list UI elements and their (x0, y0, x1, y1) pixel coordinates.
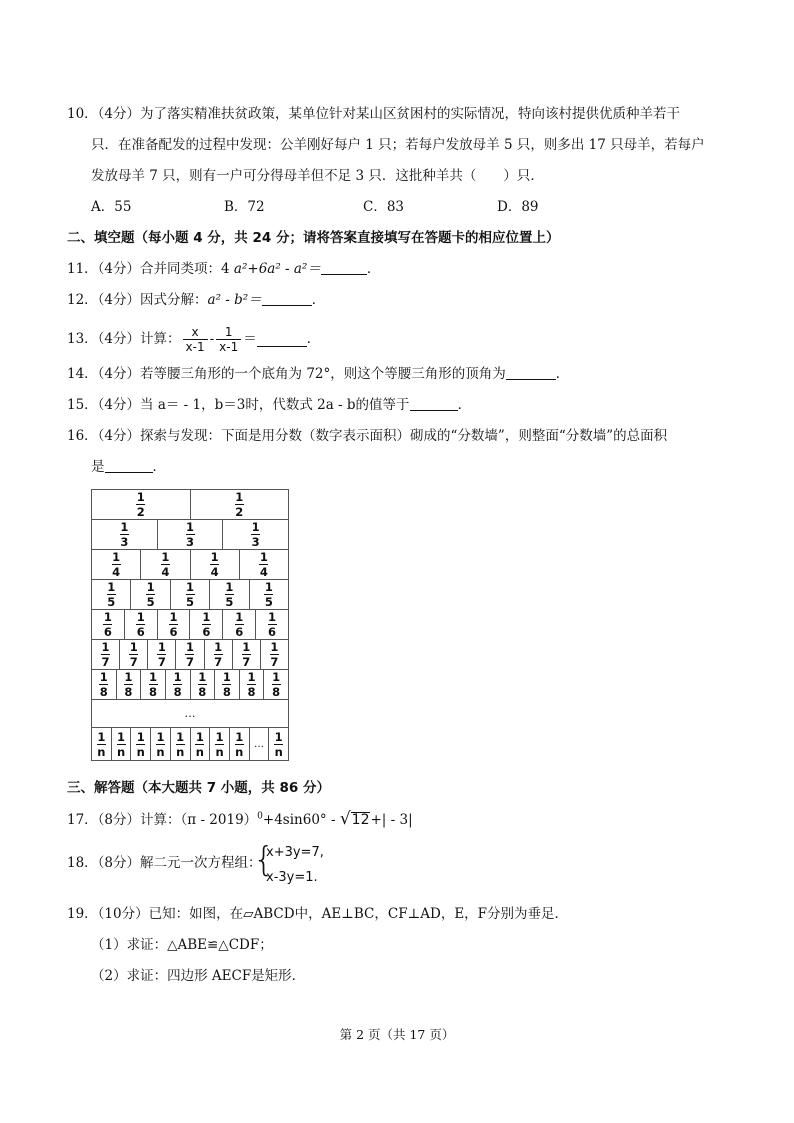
wall-fraction (136, 731, 145, 758)
q13-fraction-1-numerator: x (191, 324, 199, 339)
q14 (67, 364, 569, 384)
q17-number: 17．（8分） (67, 812, 141, 828)
wall-fraction-numerator: 1 (185, 520, 194, 534)
wall-cell (264, 670, 288, 699)
wall-row-6 (92, 610, 288, 640)
wall-fraction-denominator: 7 (185, 655, 194, 669)
wall-cell (250, 580, 288, 609)
wall-fraction (185, 641, 194, 668)
q13-fraction-2-numerator: 1 (224, 324, 233, 339)
wall-fraction-numerator: 1 (268, 610, 277, 624)
wall-fraction-denominator: n (274, 744, 283, 759)
wall-fraction (161, 551, 170, 578)
wall-fraction-numerator: 1 (259, 550, 268, 564)
wall-fraction-denominator: n (215, 744, 224, 759)
wall-cell (151, 728, 171, 760)
left-brace-icon: { (253, 840, 275, 880)
wall-fraction-denominator: 3 (185, 535, 194, 549)
wall-fraction-numerator: 1 (235, 729, 244, 744)
wall-fraction-denominator: 6 (103, 625, 112, 639)
wall-row-4 (92, 550, 288, 580)
q19-line1 (67, 904, 568, 924)
wall-fraction (242, 641, 251, 668)
wall-fraction (149, 671, 158, 698)
q14-number: 14．（4分） (67, 366, 141, 382)
wall-fraction (107, 581, 116, 608)
page-footer: 第 2 页（共 17 页） (339, 1027, 455, 1042)
q10-text-1: 为了落实精准扶贫政策，某单位针对某山区贫困村的实际情况，特向该村提供优质种羊若干 (140, 106, 681, 122)
wall-fraction-denominator: n (195, 744, 204, 759)
q11-suffix: ． (366, 261, 381, 277)
q16-suffix: ． (152, 459, 166, 475)
wall-fraction (136, 491, 145, 518)
wall-fraction-denominator: 4 (259, 565, 268, 579)
wall-row-3 (92, 520, 288, 550)
q15-number: 15．（4分） (67, 397, 141, 413)
wall-fraction-numerator: 1 (270, 640, 279, 654)
q10-number: 10．（4分） (67, 106, 141, 122)
wall-cell (141, 670, 166, 699)
q16-number: 16．（4分） (67, 428, 141, 444)
q11 (67, 259, 380, 279)
wall-fraction-numerator: 1 (225, 580, 234, 594)
q13-fraction-1-denominator: x-1 (185, 339, 205, 354)
wall-cell (125, 610, 158, 639)
q10-option-d[interactable]: D．89 (497, 199, 539, 215)
q17-prefix: 计算：（π - 2019） (140, 812, 258, 828)
q10-line1 (67, 104, 680, 124)
q13-answer-blank[interactable] (257, 332, 307, 347)
wall-fraction-denominator: 5 (107, 595, 116, 609)
wall-fraction-denominator: 7 (242, 655, 251, 669)
wall-fraction-numerator: 1 (235, 610, 244, 624)
wall-fraction-denominator: 8 (124, 685, 133, 699)
wall-fraction (235, 491, 244, 518)
q12-prefix: 因式分解： (140, 292, 208, 308)
wall-fraction-numerator: 1 (247, 670, 256, 684)
wall-fraction-numerator: 1 (264, 580, 273, 594)
q17-radicand: 12 (351, 812, 370, 828)
wall-fraction-denominator: n (176, 744, 185, 759)
wall-row-ellipsis (92, 700, 288, 728)
wall-cell (223, 520, 288, 549)
wall-fraction-denominator: 8 (272, 685, 281, 699)
q18-equation-1: x+3y=7, (266, 845, 324, 860)
wall-fraction (124, 671, 133, 698)
wall-fraction-denominator: 6 (235, 625, 244, 639)
wall-fraction-numerator: 1 (210, 550, 219, 564)
wall-fraction (169, 611, 178, 638)
wall-cell (148, 640, 176, 669)
wall-row-n (92, 728, 288, 760)
q18-equation-2: x-3y=1. (266, 870, 318, 885)
wall-fraction (247, 671, 256, 698)
wall-row-7 (92, 640, 288, 670)
wall-fraction-numerator: 1 (136, 729, 145, 744)
q11-number: 11．（4分） (67, 261, 141, 277)
q15-suffix: ． (457, 397, 472, 413)
wall-fraction-numerator: 1 (112, 550, 121, 564)
wall-cell (240, 550, 288, 579)
wall-fraction-denominator: n (235, 744, 244, 759)
wall-cell (205, 640, 233, 669)
wall-fraction-denominator: 7 (101, 655, 110, 669)
wall-fraction-numerator: 1 (107, 580, 116, 594)
q11-expression: a²+6a² - a²＝ (233, 261, 321, 277)
wall-fraction (215, 731, 224, 758)
wall-fraction-denominator: 6 (169, 625, 178, 639)
wall-cell (261, 640, 288, 669)
fraction-wall-figure (91, 489, 289, 761)
wall-fraction (112, 551, 121, 578)
wall-fraction-denominator: 7 (129, 655, 138, 669)
wall-fraction-denominator: 7 (270, 655, 279, 669)
q16-answer-blank[interactable] (105, 458, 153, 473)
wall-cell (92, 580, 131, 609)
wall-fraction-denominator: n (156, 744, 165, 759)
sqrt-icon: √12 (339, 809, 370, 829)
wall-fraction-denominator: 4 (210, 565, 219, 579)
q13-fraction-2 (216, 325, 241, 354)
q12-number: 12．（4分） (67, 292, 141, 308)
wall-fraction-denominator: n (136, 744, 145, 759)
q10-options (91, 197, 691, 217)
q19-number: 19．（10分） (67, 906, 149, 922)
wall-fraction-denominator: 8 (149, 685, 158, 699)
q11-answer-blank[interactable] (321, 260, 367, 275)
wall-fraction-numerator: 1 (129, 640, 138, 654)
q17-suffix: +| - 3| (370, 812, 413, 828)
wall-cell (92, 520, 158, 549)
wall-fraction-denominator: n (97, 744, 106, 759)
wall-cell (92, 670, 117, 699)
wall-fraction (103, 611, 112, 638)
wall-fraction (186, 521, 195, 548)
wall-fraction-numerator: 1 (195, 729, 204, 744)
q10-line2: 只．在准备配发的过程中发现：公羊刚好每户 1 只；若每户发放母羊 5 只，则多出 17 只母羊，若每户 (91, 137, 705, 153)
wall-fraction-denominator: 8 (222, 685, 231, 699)
wall-fraction-numerator: 1 (169, 610, 178, 624)
wall-fraction-denominator: 6 (268, 625, 277, 639)
wall-fraction-denominator: 7 (214, 655, 223, 669)
q15-text: 当 a＝ - 1，b＝3时，代数式 2a - b的值等于 (140, 397, 410, 413)
wall-fraction (272, 671, 281, 698)
wall-fraction-numerator: 1 (215, 729, 224, 744)
wall-fraction-denominator: 8 (99, 685, 108, 699)
wall-fraction (198, 671, 207, 698)
q10-line3: 发放母羊 7 只，则有一户可分得母羊但不足 3 只．这批种羊共（ ）只． (91, 168, 544, 184)
wall-fraction (97, 731, 106, 758)
wall-fraction (264, 581, 273, 608)
wall-cell (230, 728, 250, 760)
wall-cell (131, 580, 170, 609)
wall-fraction (202, 611, 211, 638)
q13 (67, 322, 320, 356)
wall-fraction (214, 641, 223, 668)
q12-answer-blank[interactable] (262, 291, 312, 306)
wall-fraction (225, 581, 234, 608)
q13-minus: - (209, 331, 215, 347)
wall-cell (215, 670, 240, 699)
q13-fraction-1 (183, 325, 208, 354)
wall-cell (171, 728, 191, 760)
wall-row-n-ellipsis: … (250, 728, 270, 760)
wall-fraction-numerator: 1 (185, 640, 194, 654)
q15-answer-blank[interactable] (410, 396, 458, 411)
wall-fraction-denominator: 8 (247, 685, 256, 699)
q17-mid: +4sin60° - (262, 812, 340, 828)
wall-cell (117, 670, 142, 699)
q13-number: 13．（4分） (67, 331, 141, 347)
wall-cell (240, 670, 265, 699)
wall-fraction-denominator: 2 (235, 505, 244, 519)
wall-fraction (195, 731, 204, 758)
wall-fraction (274, 731, 283, 758)
wall-fraction-numerator: 1 (186, 580, 195, 594)
wall-fraction-numerator: 1 (101, 640, 110, 654)
q16-text-2: 是 (91, 459, 105, 475)
wall-fraction-numerator: 1 (202, 610, 211, 624)
wall-fraction (173, 671, 182, 698)
wall-row-2 (92, 490, 288, 520)
wall-cell (210, 580, 249, 609)
q12-expression: a² - b²＝ (207, 292, 262, 308)
wall-fraction (235, 731, 244, 758)
wall-fraction (120, 521, 129, 548)
q12 (67, 290, 325, 310)
q10-option-b[interactable]: B．72 (224, 199, 265, 215)
q16-text-1: 探索与发现：下面是用分数（数字表示面积）砌成的“分数墙”，则整面“分数墙”的总面积 (140, 428, 668, 444)
wall-cell (120, 640, 148, 669)
q13-suffix: ． (306, 331, 321, 347)
wall-fraction-denominator: 5 (146, 595, 155, 609)
wall-cell (269, 728, 288, 760)
wall-fraction-numerator: 1 (117, 729, 126, 744)
q17-exponent: 0 (257, 811, 263, 822)
wall-fraction-denominator: n (116, 744, 126, 759)
wall-fraction-denominator: 5 (264, 595, 273, 609)
wall-fraction-numerator: 1 (242, 640, 251, 654)
wall-fraction-numerator: 1 (198, 670, 207, 684)
q12-suffix: ． (311, 292, 326, 308)
q19-sub-1: （1）求证：△ABE≌△CDF； (91, 937, 273, 953)
wall-fraction-denominator: 5 (186, 595, 195, 609)
wall-fraction-denominator: 4 (161, 565, 170, 579)
wall-fraction-denominator: 8 (173, 685, 182, 699)
wall-fraction (186, 581, 195, 608)
wall-fraction-numerator: 1 (161, 550, 170, 564)
wall-cell (141, 550, 190, 579)
wall-fraction-denominator: 4 (112, 565, 121, 579)
wall-cell (191, 490, 289, 519)
wall-fraction-numerator: 1 (146, 580, 155, 594)
wall-row-8 (92, 670, 288, 700)
wall-fraction-numerator: 1 (136, 610, 145, 624)
wall-cell (92, 550, 141, 579)
q14-text: 若等腰三角形的一个底角为 72°，则这个等腰三角形的顶角为 (140, 366, 506, 382)
wall-fraction-denominator: 8 (198, 685, 207, 699)
wall-fraction-denominator: 7 (157, 655, 166, 669)
wall-ellipsis: … (184, 707, 196, 720)
wall-fraction (156, 731, 165, 758)
wall-fraction-numerator: 1 (103, 610, 112, 624)
q13-prefix: 计算： (140, 331, 181, 347)
wall-fraction-denominator: 5 (225, 595, 234, 609)
wall-fraction-numerator: 1 (124, 670, 133, 684)
q19-text: 已知：如图，在▱ABCD中，AE⊥BC，CF⊥AD，E，F分别为垂足． (148, 906, 569, 922)
wall-fraction (99, 671, 108, 698)
wall-cell (191, 550, 240, 579)
wall-cell (176, 640, 204, 669)
wall-cell (190, 610, 223, 639)
wall-cell (191, 670, 216, 699)
wall-cell (233, 640, 261, 669)
q19-sub-2: （2）求证：四边形 AECF是矩形． (91, 968, 306, 984)
wall-cell (92, 490, 191, 519)
wall-fraction (157, 641, 166, 668)
wall-cell (92, 728, 112, 760)
wall-cell (131, 728, 151, 760)
wall-cell (92, 610, 125, 639)
wall-fraction (136, 611, 145, 638)
wall-fraction (235, 611, 244, 638)
wall-fraction-numerator: 1 (173, 670, 182, 684)
q17 (67, 809, 413, 830)
wall-cell (223, 610, 256, 639)
wall-fraction-numerator: 1 (214, 640, 223, 654)
wall-cell (158, 520, 224, 549)
wall-fraction-numerator: 1 (156, 729, 165, 744)
wall-cell (166, 670, 191, 699)
wall-fraction (129, 641, 138, 668)
wall-fraction-denominator: 3 (120, 535, 129, 549)
wall-row-5 (92, 580, 288, 610)
wall-fraction-numerator: 1 (97, 729, 106, 744)
wall-fraction (259, 551, 268, 578)
wall-cell (191, 728, 211, 760)
q18 (67, 853, 262, 873)
q13-equals: ＝ (243, 331, 257, 347)
q16-line1 (67, 426, 667, 446)
wall-fraction (270, 641, 279, 668)
wall-fraction-denominator: 2 (136, 505, 145, 519)
wall-cell (92, 640, 120, 669)
section-3-heading: 三、解答题（本大题共 7 小题，共 86 分） (67, 780, 330, 796)
q11-prefix: 合并同类项：4 (140, 261, 234, 277)
q14-suffix: ． (555, 366, 570, 382)
wall-fraction-denominator: 6 (136, 625, 145, 639)
wall-fraction-numerator: 1 (251, 520, 260, 534)
wall-cell (112, 728, 132, 760)
wall-cell (171, 580, 210, 609)
wall-fraction (210, 551, 219, 578)
wall-fraction-numerator: 1 (149, 670, 158, 684)
q10-option-c[interactable]: C．83 (363, 199, 405, 215)
wall-fraction (251, 521, 260, 548)
wall-fraction (146, 581, 155, 608)
q15 (67, 395, 471, 415)
q14-answer-blank[interactable] (506, 365, 556, 380)
q13-fraction-2-denominator: x-1 (219, 339, 239, 354)
wall-fraction-numerator: 1 (272, 670, 281, 684)
q16-line2 (91, 457, 166, 477)
q10-option-a[interactable]: A．55 (91, 199, 132, 215)
wall-fraction (101, 641, 110, 668)
wall-fraction-numerator: 1 (274, 729, 283, 744)
wall-cell (210, 728, 230, 760)
wall-fraction-denominator: 3 (251, 535, 260, 549)
wall-fraction (268, 611, 277, 638)
wall-cell (158, 610, 191, 639)
wall-fraction-numerator: 1 (136, 490, 145, 504)
wall-fraction (176, 731, 185, 758)
wall-fraction-numerator: 1 (120, 520, 129, 534)
q18-prefix: 解二元一次方程组： (140, 855, 262, 871)
wall-fraction-numerator: 1 (157, 640, 166, 654)
wall-fraction (117, 731, 126, 758)
wall-fraction-numerator: 1 (222, 670, 231, 684)
q18-number: 18．（8分） (67, 855, 141, 871)
wall-cell (256, 610, 288, 639)
wall-fraction-numerator: 1 (99, 670, 108, 684)
section-2-heading: 二、填空题（每小题 4 分，共 24 分；请将答案直接填写在答题卡的相应位置上） (67, 230, 560, 246)
wall-fraction-numerator: 1 (176, 729, 185, 744)
wall-fraction (222, 671, 231, 698)
wall-fraction-denominator: 6 (202, 625, 211, 639)
wall-fraction-numerator: 1 (235, 490, 244, 504)
